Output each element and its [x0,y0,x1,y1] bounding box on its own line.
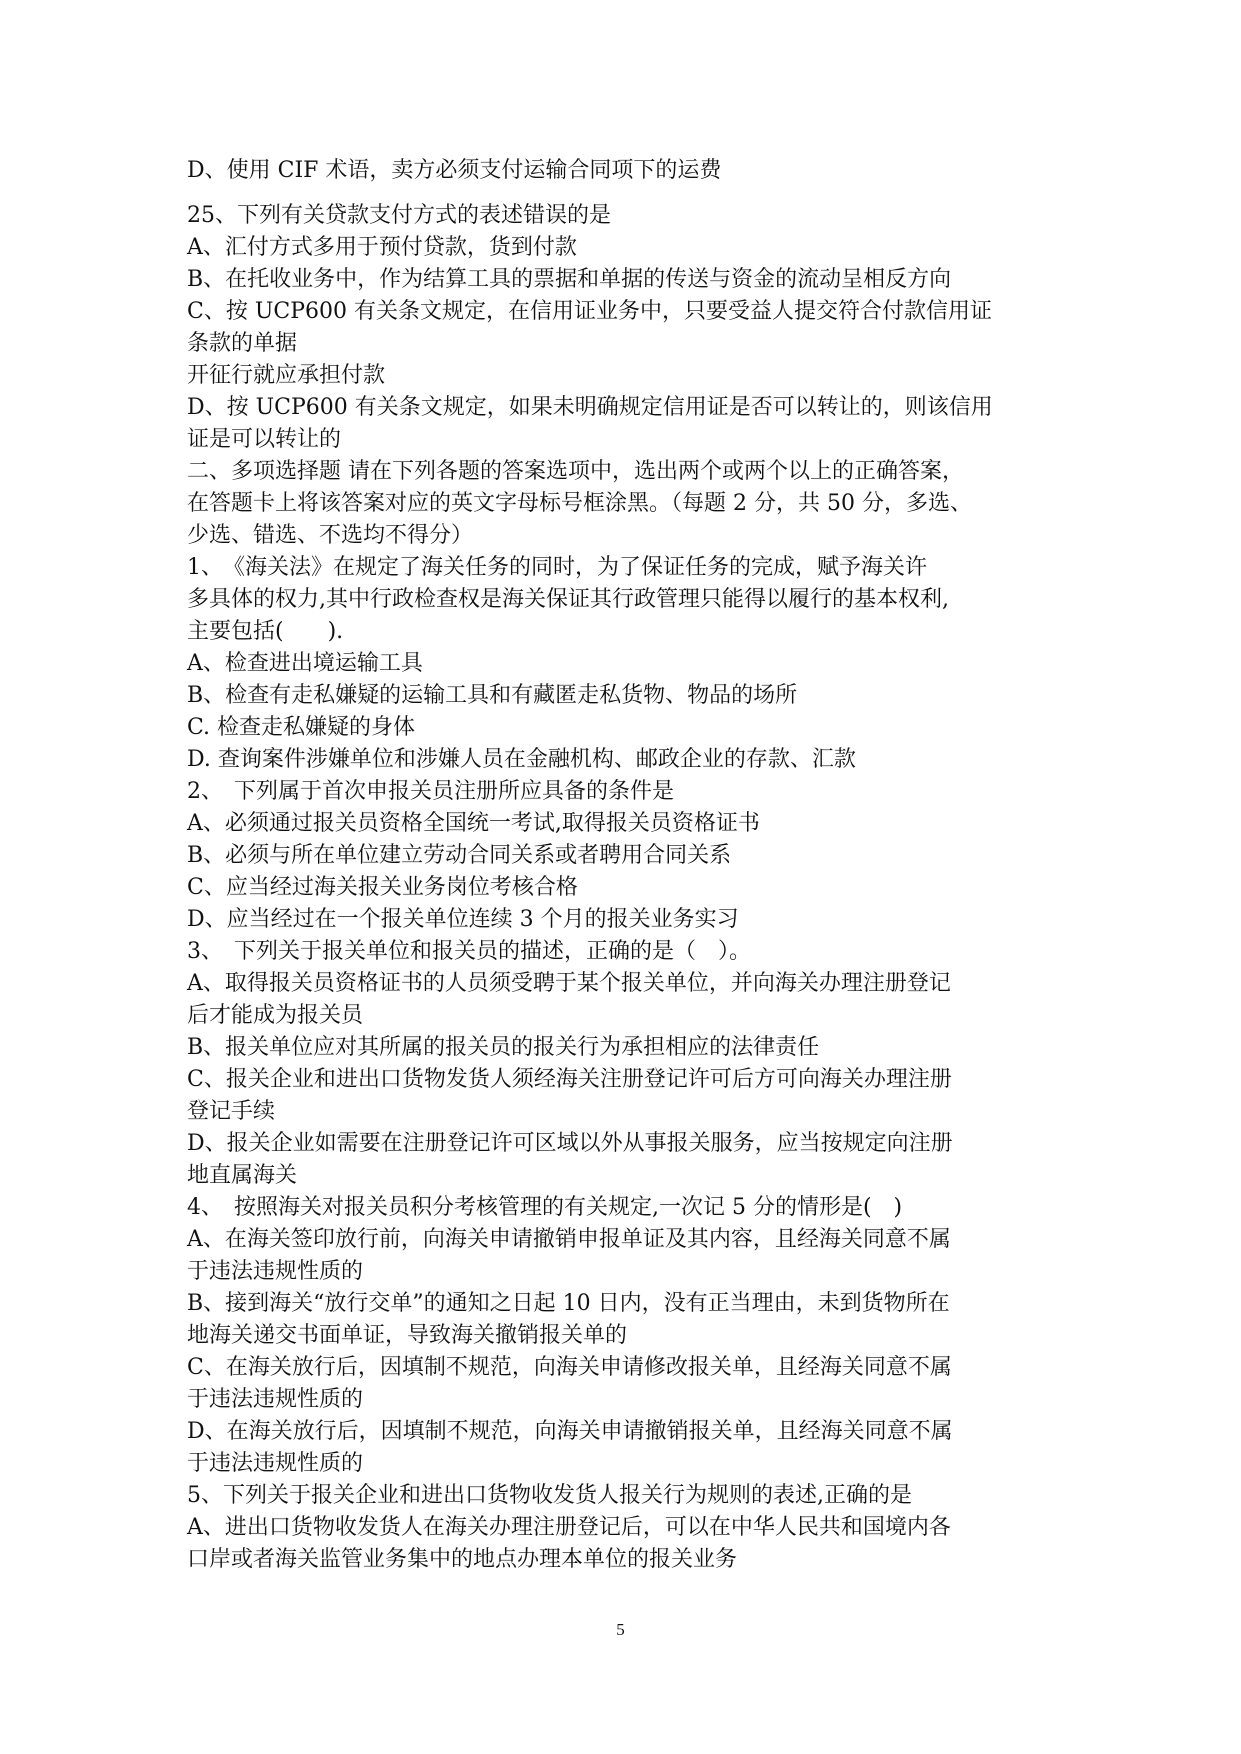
text-line: A、必须通过报关员资格全国统一考试,取得报关员资格证书 [187,811,760,836]
text-line: C. 检查走私嫌疑的身体 [187,715,416,740]
text-line: 口岸或者海关监管业务集中的地点办理本单位的报关业务 [187,1547,738,1572]
text-line: A、进出口货物收发货人在海关办理注册登记后，可以在中华人民共和国境内各 [187,1515,951,1540]
text-line: 主要包括( ). [187,619,344,644]
question-4-stem: 4、 按照海关对报关员积分考核管理的有关规定,一次记 5 分的情形是( ) [187,1195,903,1220]
text-line: 后才能成为报关员 [187,1003,364,1028]
text-line: B、接到海关“放行交单”的通知之日起 10 日内，没有正当理由，未到货物所在 [187,1291,950,1316]
text-line: 地海关递交书面单证，导致海关撤销报关单的 [187,1323,628,1348]
question-5-stem: 5、下列关于报关企业和进出口货物收发货人报关行为规则的表述,正确的是 [187,1483,912,1508]
question-1-stem: 1、 《海关法》在规定了海关任务的同时，为了保证任务的完成，赋予海关许 [187,555,927,580]
text-line: B、在托收业务中，作为结算工具的票据和单据的传送与资金的流动呈相反方向 [187,267,952,292]
text-line: D、在海关放行后，因填制不规范，向海关申请撤销报关单，且经海关同意不属 [187,1419,953,1444]
question-25-stem: 25、下列有关贷款支付方式的表述错误的是 [187,203,611,228]
text-line: 证是可以转让的 [187,427,342,452]
section-heading: 二、多项选择题 请在下列各题的答案选项中，选出两个或两个以上的正确答案， [187,459,964,484]
text-line: 于违法违规性质的 [187,1451,364,1476]
question-3-stem: 3、 下列关于报关单位和报关员的描述，正确的是（ ）。 [187,939,751,964]
text-line: A、取得报关员资格证书的人员须受聘于某个报关单位，并向海关办理注册登记 [187,971,951,996]
text-line: C、应当经过海关报关业务岗位考核合格 [187,875,578,900]
text-line: A、检查进出境运输工具 [187,651,423,676]
page-body [187,155,1057,1576]
text-line: 多具体的权力,其中行政检查权是海关保证其行政管理只能得以履行的基本权利, [187,587,949,612]
text-line: 于违法违规性质的 [187,1387,364,1412]
text-line: A、汇付方式多用于预付贷款，货到付款 [187,235,577,260]
text-line: 条款的单据 [187,331,298,356]
text-line: D、按 UCP600 有关条文规定，如果未明确规定信用证是否可以转让的，则该信用 [187,395,993,420]
text-line: D、使用 CIF 术语，卖方必须支付运输合同项下的运费 [187,158,722,183]
text-line: B、必须与所在单位建立劳动合同关系或者聘用合同关系 [187,843,732,868]
text-line: C、按 UCP600 有关条文规定，在信用证业务中，只要受益人提交符合付款信用证 [187,299,992,324]
text-line: D、报关企业如需要在注册登记许可区域以外从事报关服务，应当按规定向注册 [187,1131,953,1156]
question-2-stem: 2、 下列属于首次申报关员注册所应具备的条件是 [187,779,674,804]
text-line: 少选、错选、不选均不得分） [187,523,474,548]
text-line: D. 查询案件涉嫌单位和涉嫌人员在金融机构、邮政企业的存款、汇款 [187,747,856,772]
text-line: C、报关企业和进出口货物发货人须经海关注册登记许可后方可向海关办理注册 [187,1067,952,1092]
text-line: 地直属海关 [187,1163,298,1188]
text-line: D、应当经过在一个报关单位连续 3 个月的报关业务实习 [187,907,739,932]
text-line: B、报关单位应对其所属的报关员的报关行为承担相应的法律责任 [187,1035,820,1060]
text-line: A、在海关签印放行前，向海关申请撤销申报单证及其内容，且经海关同意不属 [187,1227,951,1252]
text-line: 开征行就应承担付款 [187,363,386,388]
text-line: 在答题卡上将该答案对应的英文字母标号框涂黑。（每题 2 分，共 50 分，多选、 [187,491,972,516]
text-line: 于违法违规性质的 [187,1259,364,1284]
text-line: B、检查有走私嫌疑的运输工具和有藏匿走私货物、物品的场所 [187,683,798,708]
page-number: 5 [616,1620,625,1639]
text-line: 登记手续 [187,1099,276,1124]
text-line: C、在海关放行后，因填制不规范，向海关申请修改报关单，且经海关同意不属 [187,1355,952,1380]
